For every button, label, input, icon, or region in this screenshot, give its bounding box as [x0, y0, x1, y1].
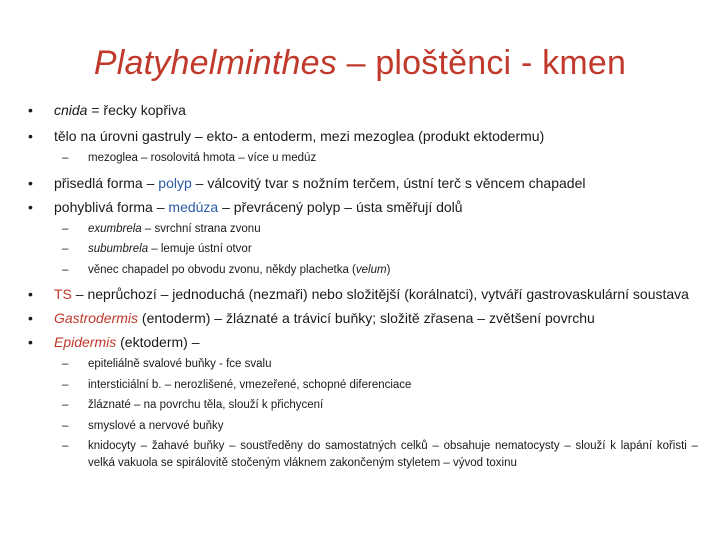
- title-czech: – ploštěnci - kmen: [336, 44, 627, 82]
- text-gastrodermis: (entoderm) – žláznaté a trávicí buňky; složitě zřasena – zvětšení povrchu: [138, 310, 595, 326]
- bullet-gastrula: [24, 126, 698, 146]
- bullet-dot: •: [28, 102, 33, 118]
- text-venec-pre: věnec chapadel po obvodu zvonu, někdy plachetka (: [88, 263, 356, 276]
- sub-cell-knidocyty: [24, 438, 698, 471]
- text-cnida: = řecky kopřiva: [87, 102, 186, 118]
- sub-dash: –: [62, 399, 69, 411]
- sub-exumbrela: [24, 221, 698, 238]
- text-cell: smyslové a nervové buňky: [88, 419, 224, 432]
- term-velum: velum: [355, 263, 387, 276]
- sub-dash: –: [62, 263, 69, 276]
- text-cell: knidocyty – žahavé buňky – soustředěny do samostatných celků – obsahuje nematocysty – slouží k lapání kořisti – velká vakuola se spirálovitě stočeným vláknem zakončeným styletem – vývod toxinu: [88, 440, 698, 469]
- bullet-polyp: [24, 173, 698, 193]
- term-exumbrela: exumbrela: [88, 222, 142, 235]
- text-cell: žláznaté – na povrchu těla, slouží k přichycení: [88, 399, 324, 411]
- sub-cell-smyslove: [24, 418, 698, 435]
- bullet-dot: •: [28, 128, 33, 144]
- text-cell: intersticiální b. – nerozlišené, vmezeřené, schopné diferenciace: [88, 378, 412, 391]
- term-subumbrela: subumbrela: [88, 243, 149, 255]
- term-epidermis: Epidermis: [54, 334, 117, 350]
- text-subumbrela: – lemuje ústní otvor: [148, 243, 252, 255]
- bullet-meduza: [24, 197, 698, 217]
- text-meduza-pre: pohyblivá forma –: [54, 198, 169, 215]
- term-ts: TS: [54, 286, 72, 302]
- text-venec-post: ): [386, 263, 391, 276]
- sub-subumbrela: [24, 241, 698, 258]
- term-gastrodermis: Gastrodermis: [54, 310, 139, 326]
- bullet-cnida: [24, 100, 698, 120]
- sub-dash: –: [62, 243, 69, 255]
- sub-cell-intersticialni: [24, 377, 698, 394]
- bullet-dot: •: [28, 310, 33, 326]
- bullet-gastrodermis: [24, 308, 698, 328]
- bullet-dot: •: [28, 198, 33, 215]
- sub-dash: –: [62, 378, 69, 391]
- term-cnida: cnida: [54, 102, 88, 118]
- sub-dash: –: [62, 419, 69, 432]
- sub-venec: [24, 262, 698, 279]
- text-epidermis: (ektoderm) –: [116, 334, 200, 350]
- term-polyp: polyp: [158, 174, 192, 191]
- text-polyp-pre: přisedlá forma –: [54, 174, 159, 191]
- bullet-epidermis: [24, 332, 698, 352]
- text-polyp-post: – válcovitý tvar s nožním terčem, ústní terč s věncem chapadel: [191, 174, 586, 191]
- text-exumbrela: – svrchní strana zvonu: [141, 222, 261, 235]
- text-cell: epiteliálně svalové buňky - fce svalu: [88, 358, 272, 370]
- title-latin: Platyhelminthes: [93, 44, 337, 82]
- sub-dash: –: [62, 358, 69, 370]
- sub-dash: –: [62, 222, 69, 235]
- bullet-dot: •: [28, 286, 33, 302]
- bullet-dot: •: [28, 174, 33, 191]
- text-meduza-post: – převrácený polyp – ústa směřují dolů: [218, 198, 463, 215]
- sub-dash: –: [62, 152, 69, 164]
- sub-cell-epitelialne: [24, 356, 698, 373]
- slide-title: [0, 44, 720, 83]
- text-gastrula: tělo na úrovni gastruly – ekto- a entoderm, mezi mezoglea (produkt ektodermu): [54, 128, 545, 144]
- bullet-dot: •: [28, 334, 33, 350]
- sub-dash: –: [62, 440, 69, 452]
- bullet-ts: [24, 284, 698, 304]
- term-meduza: medúza: [168, 198, 219, 215]
- text-ts: – neprůchozí – jednoduchá (nezmaři) nebo složitější (korálnatci), vytváří gastrovaskulární soustava: [71, 286, 689, 302]
- slide-content: [24, 100, 698, 471]
- sub-mezoglea: [24, 150, 698, 167]
- text-mezoglea: mezoglea – rosolovitá hmota – více u medúz: [88, 152, 317, 164]
- sub-cell-zlaznate: [24, 397, 698, 414]
